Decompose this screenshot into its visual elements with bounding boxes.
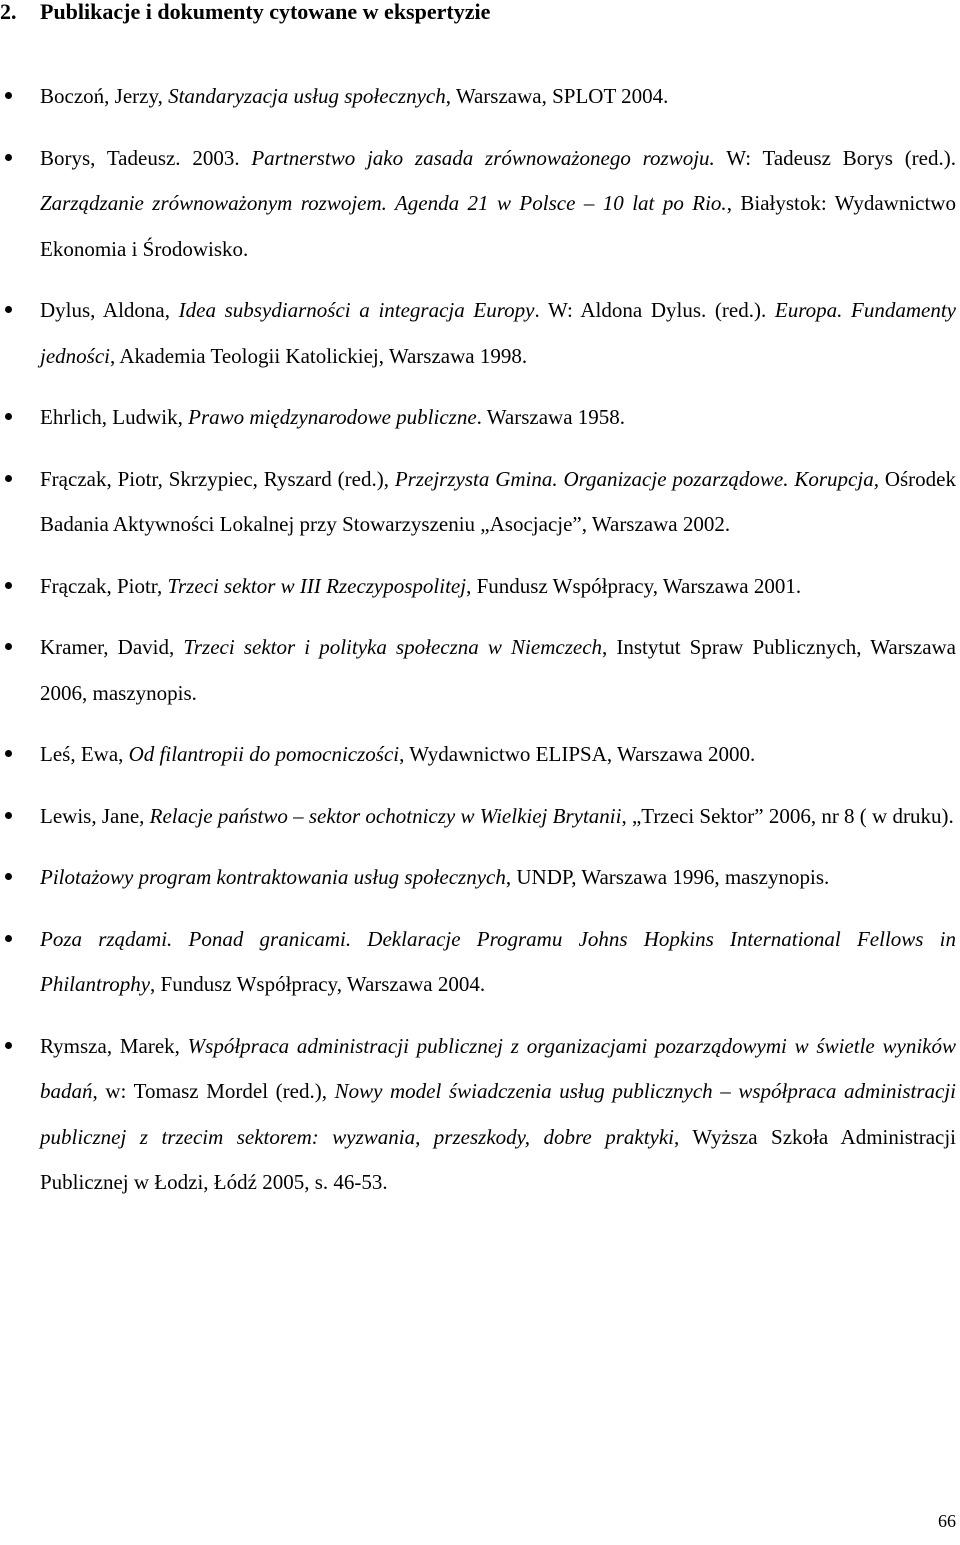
bibliography-entry: [0, 457, 956, 548]
bibliography-entry: [0, 1024, 956, 1206]
entry-title-text: Zarządzanie zrównoważonym rozwojem. Agenda 21 w Polsce – 10 lat po Rio.: [40, 191, 727, 215]
entry-text: , UNDP, Warszawa 1996, maszynopis.: [505, 865, 830, 889]
bibliography-entry: [0, 395, 956, 441]
page-number: 66: [938, 1511, 956, 1531]
entry-title-text: Poza rządami. Ponad granicami. Deklaracje Programu Johns Hopkins International Fellows in Philantrophy: [40, 926, 956, 996]
entry-text: Boczoń, Jerzy,: [40, 84, 169, 108]
entry-text: , Fundusz Współpracy, Warszawa 2001.: [466, 573, 802, 598]
entry-title-text: Przejrzysta Gmina. Organizacje pozarządowe. Korupcja,: [394, 466, 879, 491]
entry-text: Ośrodek Badania Aktywności Lokalnej przy Stowarzyszeniu „Asocjacje”, Warszawa 2002.: [40, 466, 956, 536]
bullet-icon: [5, 306, 12, 313]
entry-text: Ehrlich, Ludwik,: [40, 405, 189, 429]
entry-title-text: Trzeci sektor w III Rzeczypospolitej: [167, 573, 467, 598]
entry-text: , Instytut Spraw Publicznych, Warszawa 2006, maszynopis.: [40, 635, 957, 705]
entry-text: , Warszawa, SPLOT 2004.: [445, 84, 669, 108]
entry-text: , Akademia Teologii Katolickiej, Warszawa 1998.: [109, 343, 528, 368]
entry-text: , Wyższa Szkoła Administracji Publicznej w Łodzi, Łódź 2005, s. 46-53.: [40, 1124, 957, 1194]
entry-text: Rymsza, Marek,: [40, 1033, 188, 1058]
bullet-icon: [5, 1042, 12, 1049]
entry-title-text: Idea subsydiarności a integracja Europy: [178, 298, 535, 322]
bullet-icon: [5, 812, 12, 819]
bullet-icon: [5, 92, 12, 99]
bibliography-entry: [0, 136, 956, 273]
bullet-icon: [5, 873, 12, 880]
entry-title-text: Od filantropii do pomocniczości: [128, 742, 400, 766]
entry-text: Leś, Ewa,: [40, 742, 129, 766]
entry-text: Frączak, Piotr, Skrzypiec, Ryszard (red.),: [40, 466, 395, 491]
bibliography-entry: [0, 74, 956, 120]
section-heading: [0, 0, 490, 26]
bullet-icon: [5, 154, 12, 161]
entry-text: , Wydawnictwo ELIPSA, Warszawa 2000.: [399, 742, 756, 766]
entry-text: Lewis, Jane,: [40, 803, 150, 828]
bullet-icon: [5, 413, 12, 420]
entry-title-text: Partnerstwo jako zasada zrównoważonego rozwoju.: [251, 145, 715, 170]
entry-text: . Warszawa 1958.: [476, 405, 626, 429]
entry-text: Frączak, Piotr,: [40, 573, 168, 598]
bullet-icon: [5, 750, 12, 757]
entry-title-text: Współpraca administracji publicznej z organizacjami pozarządowymi w świetle wyników badań: [40, 1033, 956, 1103]
entry-text: , Białystok: Wydawnictwo Ekonomia i Środowisko.: [40, 191, 956, 261]
bullet-icon: [5, 582, 12, 589]
bibliography-entry: [0, 732, 956, 778]
bibliography-entry: [0, 855, 956, 901]
entry-title-text: Pilotażowy program kontraktowania usług społecznych: [40, 865, 506, 889]
entry-title-text: Europa. Fundamenty jedności: [40, 298, 956, 368]
entry-title-text: Relacje państwo – sektor ochotniczy w Wielkiej Brytanii: [149, 803, 622, 828]
bullet-icon: [5, 935, 12, 942]
section-title: Publikacje i dokumenty cytowane w ekspertyzie: [40, 0, 491, 24]
entry-text: . W: Aldona Dylus. (red.).: [534, 298, 775, 322]
entry-text: , Fundusz Współpracy, Warszawa 2004.: [150, 972, 486, 996]
bullet-icon: [5, 643, 12, 650]
entry-title-text: Trzeci sektor i polityka społeczna w Niemczech: [183, 635, 603, 659]
bibliography-entry: [0, 917, 956, 1008]
entry-text: Dylus, Aldona,: [40, 298, 179, 322]
bibliography-entry: [0, 288, 956, 379]
entry-title-text: Prawo międzynarodowe publiczne: [188, 405, 477, 429]
entry-text: Borys, Tadeusz. 2003.: [40, 145, 252, 170]
bibliography-entry: [0, 564, 956, 610]
entry-title-text: Standaryzacja usług społecznych: [168, 84, 446, 108]
section-number: 2.: [0, 0, 17, 24]
bibliography-entry: [0, 625, 956, 716]
bullet-icon: [5, 475, 12, 482]
bibliography-entry: [0, 794, 956, 840]
bibliography-list: [0, 74, 960, 1222]
entry-text: , w: Tomasz Mordel (red.),: [92, 1079, 335, 1103]
entry-text: Kramer, David,: [40, 635, 184, 659]
entry-text: , „Trzeci Sektor” 2006, nr 8 ( w druku).: [621, 803, 954, 828]
entry-title-text: Nowy model świadczenia usług publicznych – współpraca administracji publicznej z trzecim sektorem: wyzwania, przeszkody, dobre praktyki: [40, 1079, 956, 1149]
entry-text: W: Tadeusz Borys (red.).: [714, 145, 956, 170]
